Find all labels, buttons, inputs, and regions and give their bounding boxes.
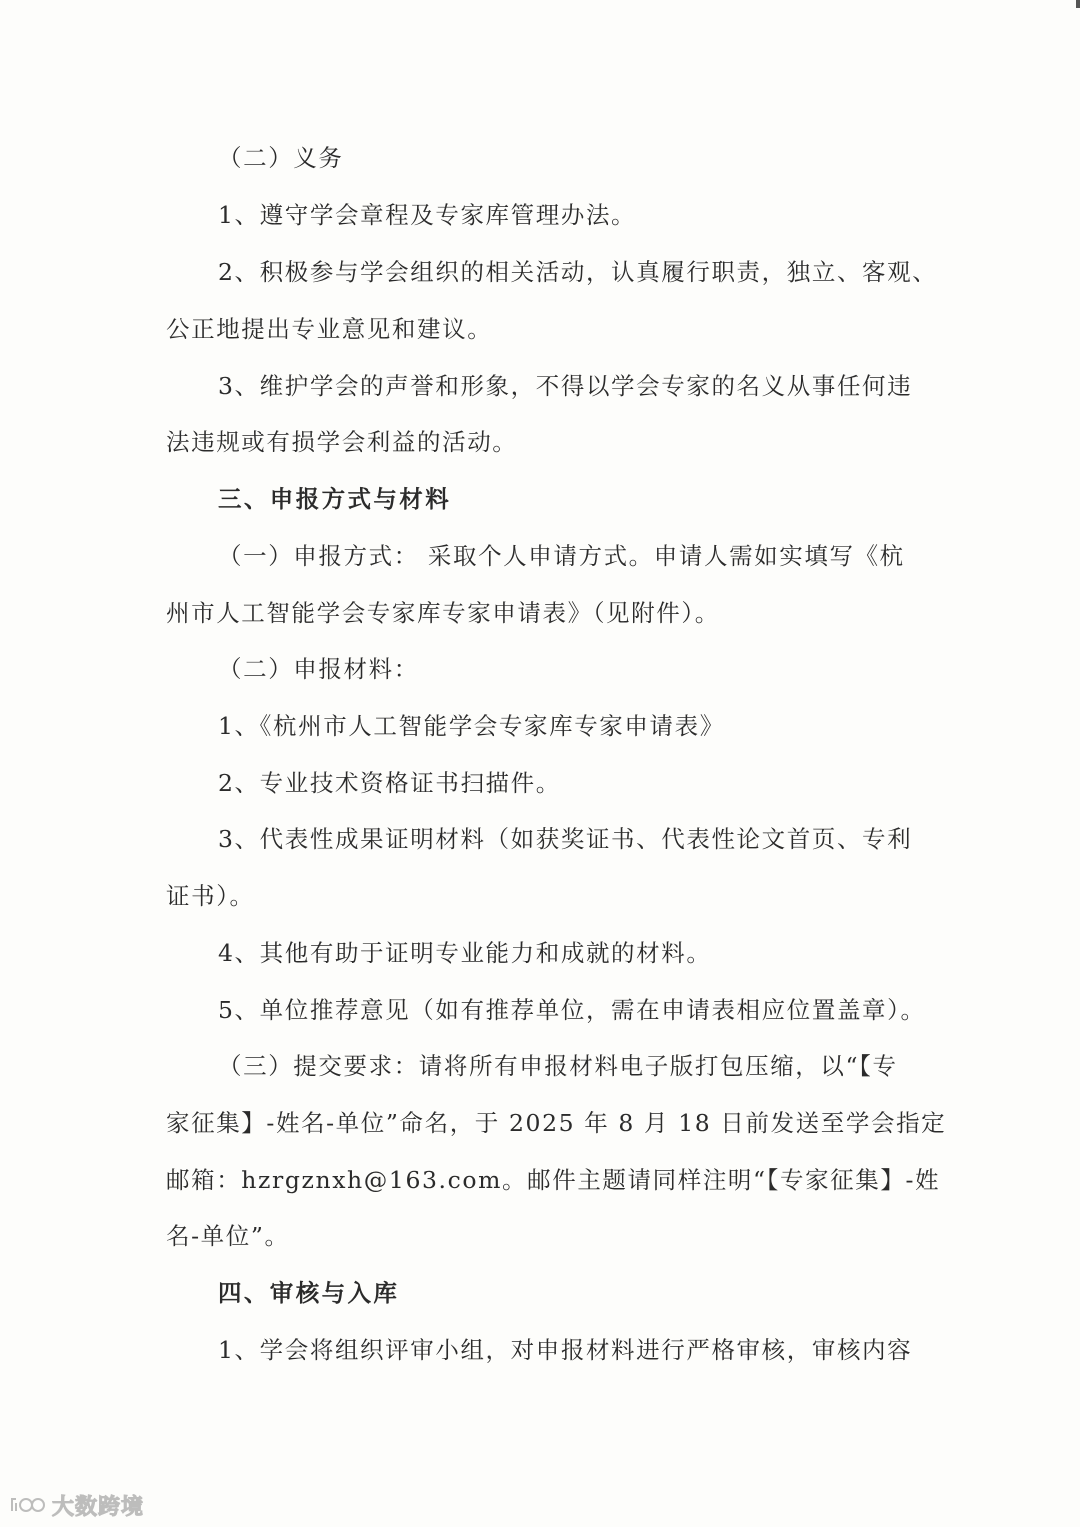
material-item-5: 5、单位推荐意见（如有推荐单位，需在申请表相应位置盖章）。 bbox=[218, 996, 926, 1024]
submit-requirements-cont-2: 邮箱：hzrgznxh@163.com。邮件主题请同样注明“【专家征集】-姓 bbox=[166, 1166, 941, 1194]
section-3-heading: 三、申报方式与材料 bbox=[218, 485, 452, 513]
duty-item-3-cont: 法违规或有损学会利益的活动。 bbox=[166, 428, 518, 456]
logo-icon bbox=[8, 1493, 48, 1517]
material-item-2: 2、专业技术资格证书扫描件。 bbox=[218, 769, 561, 797]
apply-method-cont: 州市人工智能学会专家库专家申请表》（见附件）。 bbox=[166, 599, 720, 627]
submit-requirements: （三）提交要求：请将所有申报材料电子版打包压缩，以“【专 bbox=[218, 1052, 898, 1080]
scan-edge-mark bbox=[1076, 0, 1080, 8]
submit-requirements-cont-1: 家征集】-姓名-单位”命名，于 2025 年 8 月 18 日前发送至学会指定 bbox=[166, 1109, 947, 1137]
material-item-3-cont: 证书）。 bbox=[166, 882, 255, 910]
material-item-4: 4、其他有助于证明专业能力和成就的材料。 bbox=[218, 939, 712, 967]
submit-requirements-cont-3: 名-单位”。 bbox=[166, 1222, 290, 1250]
apply-method: （一）申报方式： 采取个人申请方式。申请人需如实填写《杭 bbox=[218, 542, 905, 570]
duty-item-2-cont: 公正地提出专业意见和建议。 bbox=[166, 315, 493, 343]
material-item-3: 3、代表性成果证明材料（如获奖证书、代表性论文首页、专利 bbox=[218, 825, 913, 853]
apply-materials-heading: （二）申报材料： bbox=[218, 655, 419, 683]
watermark bbox=[8, 1488, 144, 1522]
review-item-1: 1、学会将组织评审小组，对申报材料进行严格审核，审核内容 bbox=[218, 1336, 913, 1364]
section-4-heading: 四、审核与入库 bbox=[218, 1279, 400, 1307]
duty-item-2: 2、积极参与学会组织的相关活动，认真履行职责，独立、客观、 bbox=[218, 258, 938, 286]
duty-item-1: 1、遵守学会章程及专家库管理办法。 bbox=[218, 201, 637, 229]
duty-item-3: 3、维护学会的声誉和形象，不得以学会专家的名义从事任何违 bbox=[218, 372, 913, 400]
material-item-1: 1、《杭州市人工智能学会专家库专家申请表》 bbox=[218, 712, 725, 740]
section-duties-heading: （二）义务 bbox=[218, 144, 344, 172]
watermark-text: 大数跨境 bbox=[52, 1494, 145, 1520]
